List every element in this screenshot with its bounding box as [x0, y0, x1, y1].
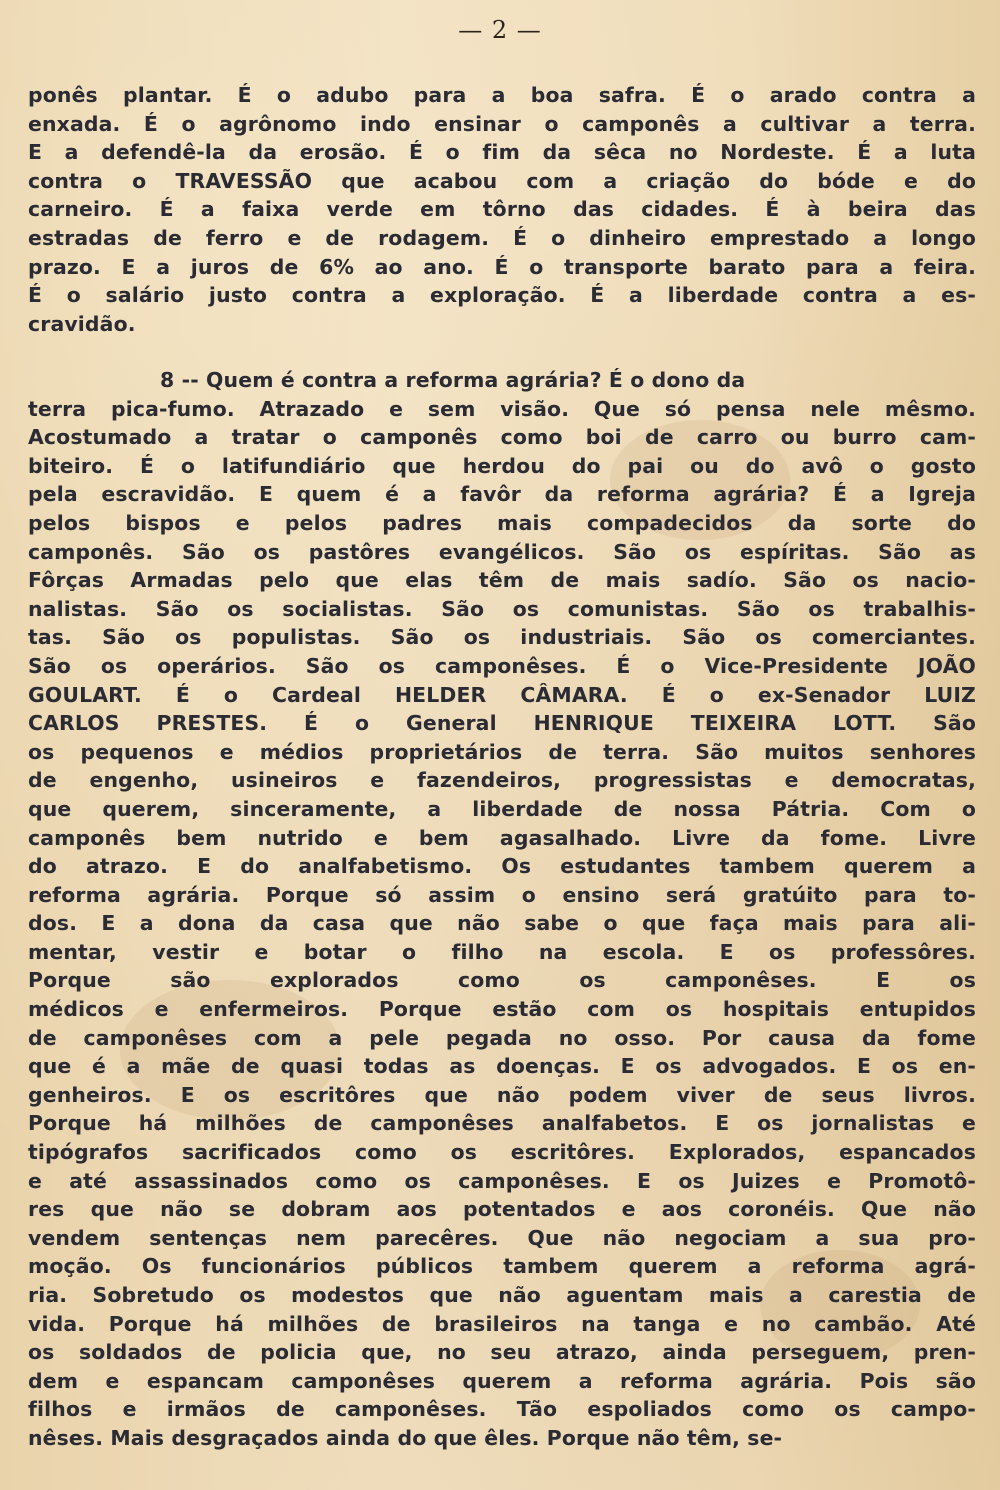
text-line: de camponêses com a pele pegada no osso. Por causa da fome: [28, 1025, 976, 1050]
text-line: res que não se dobram aos potentados e aos coronéis. Que não: [28, 1197, 976, 1222]
text-line: médicos e enfermeiros. Porque estão com os hospitais entupidos: [28, 997, 976, 1022]
text-line: nêses. Mais desgraçados ainda do que êles. Porque não têm, se-: [28, 1425, 783, 1450]
text-line: reforma agrária. Porque só assim o ensino será gratúito para to-: [28, 882, 976, 907]
text-line: pela escravidão. E quem é a favôr da reforma agrária? É a Igreja: [28, 482, 976, 507]
text-line: pelos bispos e pelos padres mais compadecidos da sorte do: [28, 510, 976, 535]
text-line: filhos e irmãos de camponêses. Tão espoliados como os campo-: [28, 1397, 976, 1422]
text-line: ria. Sobretudo os modestos que não aguentam mais a carestia de: [28, 1283, 976, 1307]
text-line: dos. E a dona da casa que não sabe o que faça mais para ali-: [28, 911, 976, 936]
text-line: moção. Os funcionários públicos tambem querem a reforma agrá-: [28, 1254, 976, 1279]
text-line: 8 -- Quem é contra a reforma agrária? É o dono da: [160, 368, 746, 392]
text-line: tipógrafos sacrificados como os escritôres. Explorados, espancados: [28, 1140, 976, 1165]
text-line: São os operários. São os camponêses. É o Vice-Presidente JOÃO: [28, 653, 976, 678]
text-line: vida. Porque há milhões de brasileiros na tanga e no cambão. Até: [28, 1311, 976, 1336]
text-line: prazo. E a juros de 6% ao ano. É o transporte barato para a feira.: [28, 254, 976, 279]
text-line: camponês bem nutrido e bem agasalhado. Livre da fome. Livre: [28, 825, 976, 850]
text-line: camponês. São os pastôres evangélicos. São os espíritas. São as: [28, 539, 976, 564]
text-line: terra pica-fumo. Atrazado e sem visão. Que só pensa nele mêsmo.: [28, 396, 976, 421]
text-line: estradas de ferro e de rodagem. É o dinheiro emprestado a longo: [28, 225, 976, 250]
text-line: de engenho, usineiros e fazendeiros, progressistas e democratas,: [28, 768, 976, 793]
text-line: os soldados de policia que, no seu atrazo, ainda perseguem, pren-: [28, 1340, 976, 1365]
paragraph-1: [28, 81, 976, 338]
text-line: contra o TRAVESSÃO que acabou com a criação do bóde e do: [28, 168, 976, 193]
text-line: dem e espancam camponêses querem a reforma agrária. Pois são: [28, 1368, 976, 1393]
text-line: vendem sentenças nem parecêres. Que não negociam a sua pro-: [28, 1225, 976, 1250]
text-line: que querem, sinceramente, a liberdade de nossa Pátria. Com o: [28, 796, 976, 821]
text-line: cravidão.: [28, 311, 136, 336]
text-line: que é a mãe de quasi todas as doenças. E os advogados. E os en-: [28, 1054, 976, 1079]
text-line: É o salário justo contra a exploração. É a liberdade contra a es-: [28, 283, 976, 308]
paragraph-2: [28, 366, 976, 1453]
text-line: Porque há milhões de camponêses analfabetos. E os jornalistas e: [28, 1111, 976, 1136]
text-line: do atrazo. E do analfabetismo. Os estudantes tambem querem a: [28, 854, 976, 879]
text-line: mentar, vestir e botar o filho na escola. E os professôres.: [28, 939, 976, 964]
text-line: Porque são explorados como os camponêses. E os: [28, 968, 976, 993]
page-number: — 2 —: [458, 16, 542, 44]
text-line: CARLOS PRESTES. É o General HENRIQUE TEIXEIRA LOTT. São: [28, 711, 976, 736]
text-line: tas. São os populistas. São os industriais. São os comerciantes.: [28, 625, 976, 650]
text-line: Fôrças Armadas pelo que elas têm de mais sadío. São os nacio-: [28, 568, 976, 593]
text-line: genheiros. E os escritôres que não podem viver de seus livros.: [28, 1082, 976, 1107]
text-line: e até assassinados como os camponêses. E os Juizes e Promotô-: [28, 1168, 976, 1193]
text-line: os pequenos e médios proprietários de terra. São muitos senhores: [28, 739, 976, 764]
text-line: enxada. É o agrônomo indo ensinar o camponês a cultivar a terra.: [28, 111, 976, 136]
text-line: GOULART. É o Cardeal HELDER CÂMARA. É o ex-Senador LUIZ: [28, 682, 976, 707]
text-line: Acostumado a tratar o camponês como boi de carro ou burro cam-: [28, 425, 976, 450]
text-line: nalistas. São os socialistas. São os comunistas. São os trabalhis-: [28, 596, 976, 621]
text-line: ponês plantar. É o adubo para a boa safra. É o arado contra a: [28, 83, 976, 107]
text-line: carneiro. É a faixa verde em tôrno das cidades. É à beira das: [28, 197, 976, 222]
text-line: E a defendê-la da erosão. É o fim da sêca no Nordeste. É a luta: [28, 140, 976, 165]
text-line: biteiro. É o latifundiário que herdou do pai ou do avô o gosto: [28, 453, 976, 478]
